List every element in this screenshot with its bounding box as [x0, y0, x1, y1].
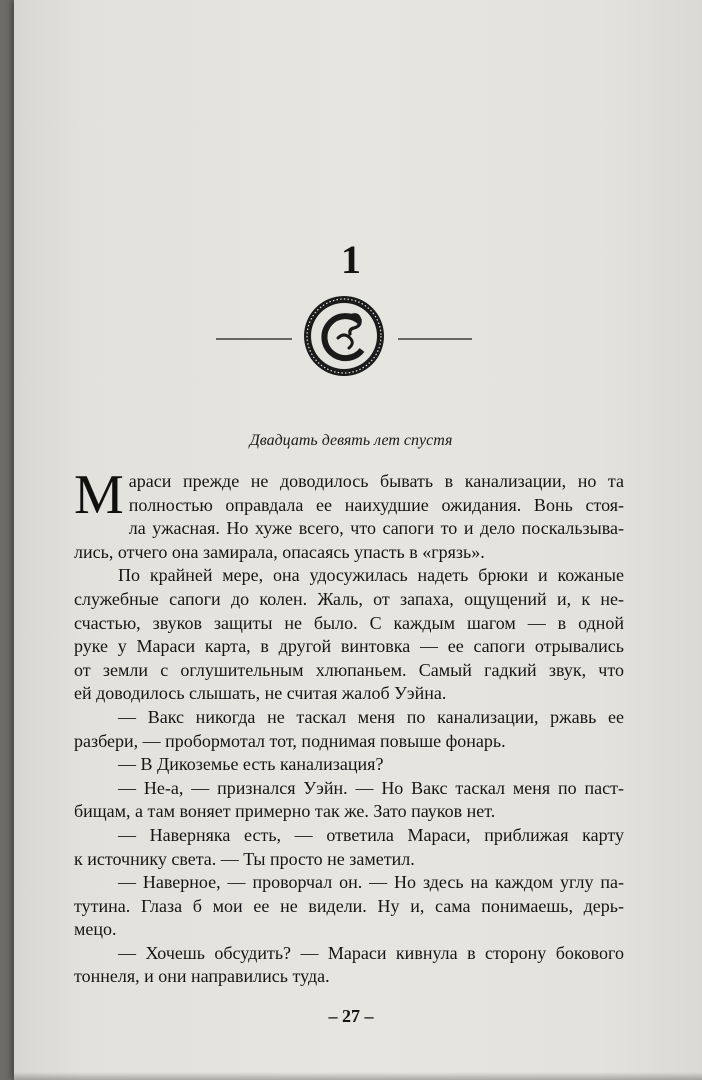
page-number: – 27 – [328, 1006, 374, 1026]
text-line: полностью оправдала ее наихудшие ожидания. Вонь стоя- [128, 494, 624, 515]
chapter-ornament [210, 294, 490, 384]
text-line: руке у Мараси карта, в другой винтовка — ее сапоги отрывались [74, 636, 624, 657]
text-line: лись, отчего она замирала, опасаясь упасть в «грязь». [74, 541, 485, 562]
body-text [74, 464, 624, 989]
text-line: — Наверняка есть, — ответила Мараси, приближая карту [118, 824, 624, 845]
text-line: тоннеля, и они направились туда. [74, 966, 330, 987]
text-line: — Вакс никогда не таскал меня по канализации, ржавь ее [118, 706, 624, 727]
paragraph-opening [74, 464, 624, 564]
text-line: счастью, звуков защиты не было. С каждым шагом — в одной [74, 612, 624, 633]
text-line: разбери, — пробормотал тот, поднимая повыше фонарь. [74, 730, 506, 751]
page-edge-shadow [14, 1072, 702, 1080]
text-line: ей доводилось слышать, не считая жалоб Уэйна. [74, 683, 447, 704]
chapter-number: 1 [341, 237, 361, 282]
chapter-subtitle: Двадцать девять лет спустя [249, 432, 453, 449]
text-line: тутина. Глаза б мои ее не видели. Ну и, сама понимаешь, дерь- [74, 895, 624, 916]
text-line: — В Дикоземье есть канализация? [118, 754, 384, 775]
text-line: бищам, а там воняет примерно так же. Зато пауков нет. [74, 801, 496, 822]
text-line: араси прежде не доводилось бывать в канализации, но та [128, 471, 624, 491]
drop-cap: М [74, 464, 124, 526]
text-line: служебные сапоги до колен. Жаль, от запаха, ощущений и, к не- [74, 588, 624, 609]
text-line: — Наверное, — проворчал он. — Но здесь на каждом углу па- [118, 872, 624, 893]
text-line: мецо. [74, 919, 117, 940]
text-line: от земли с оглушительным хлюпаньем. Самый гадкий звук, что [74, 659, 624, 680]
text-line: По крайней мере, она удосужилась надеть брюки и кожаные [118, 565, 624, 586]
text-line: ла ужасная. Но хуже всего, что сапоги то и дело поскальзыва- [128, 518, 624, 539]
text-line: к источнику света. — Ты просто не заметил. [74, 848, 415, 869]
text-line: — Хочешь обсудить? — Мараси кивнула в сторону бокового [118, 942, 624, 963]
text-line: — Не-а, — признался Уэйн. — Но Вакс таскал меня по паст- [118, 777, 624, 798]
